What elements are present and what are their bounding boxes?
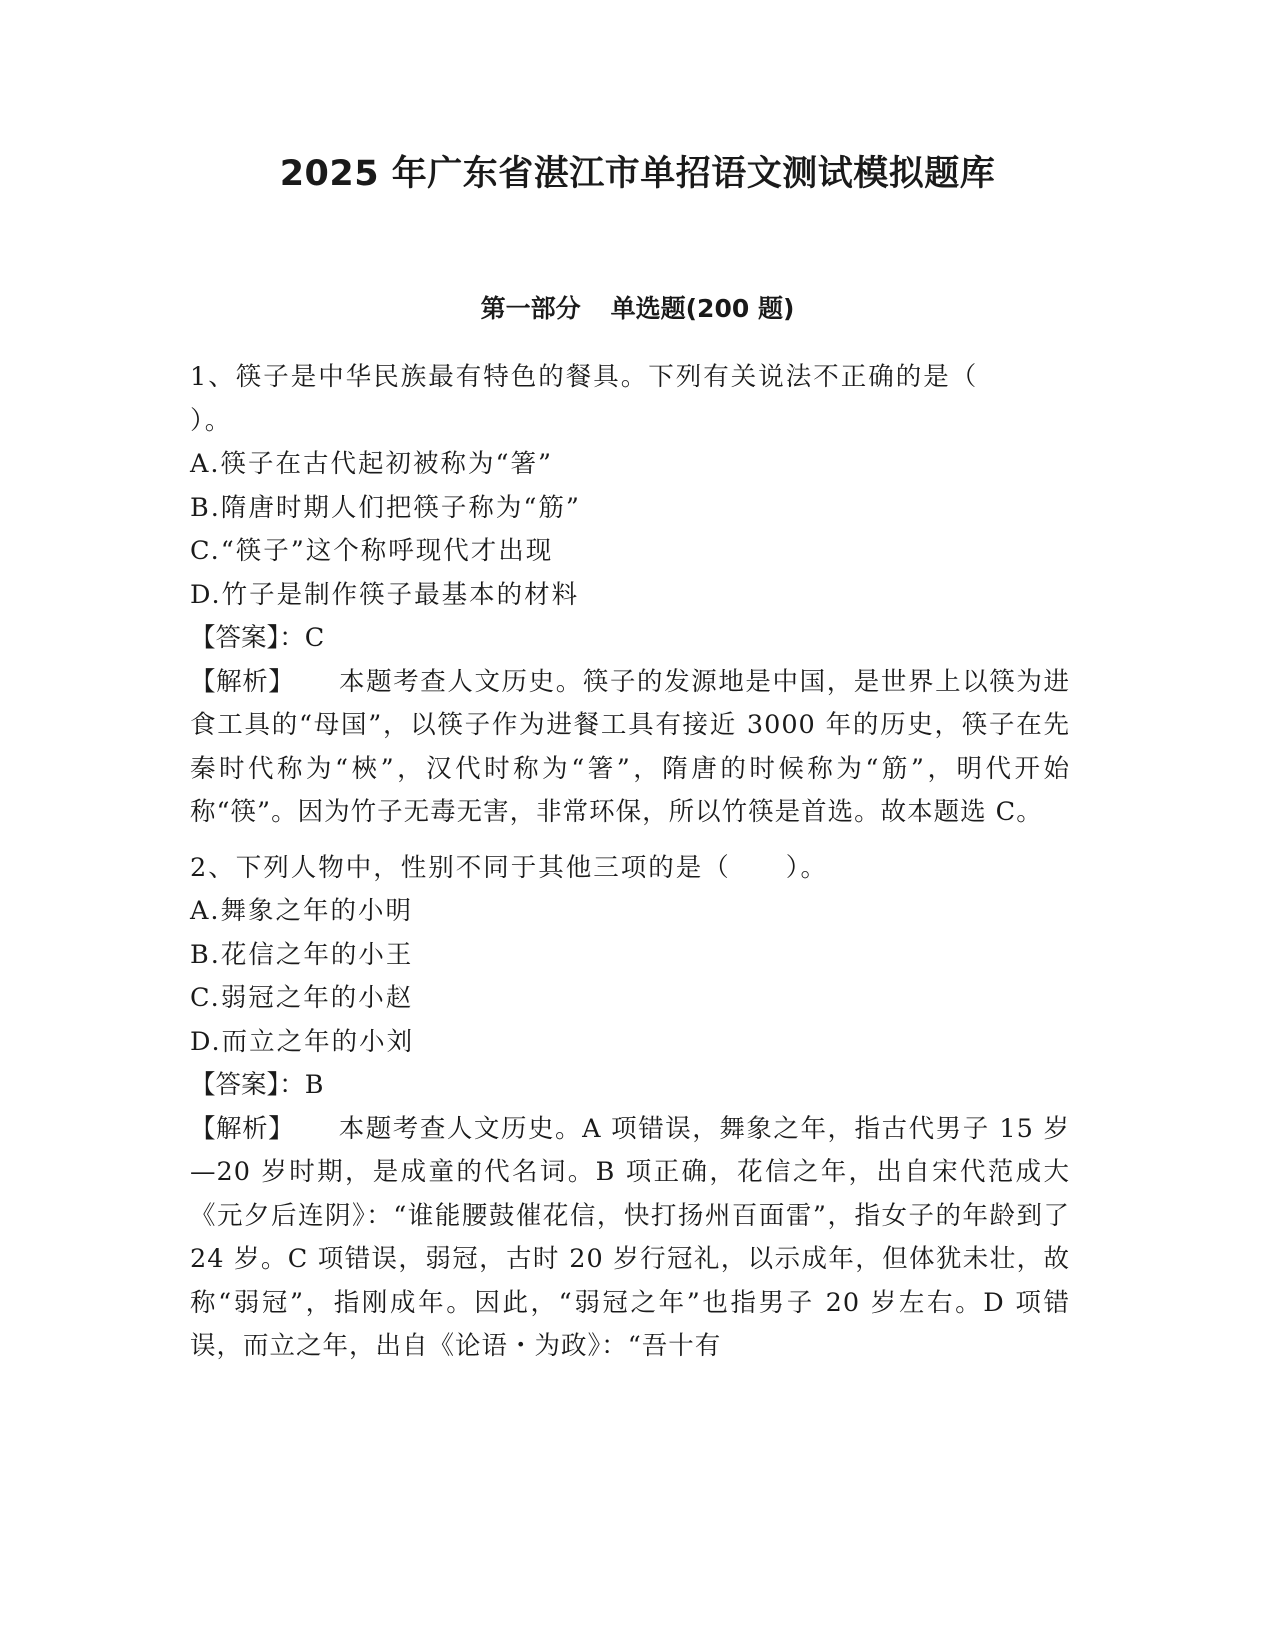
option-b: B.隋唐时期人们把筷子称为“筋” bbox=[190, 492, 581, 523]
analysis-text: 本题考查人文历史。筷子的发源地是中国，是世界上以筷为进食工具的“母国”，以筷子作为进餐工具有接近 3000 年的历史，筷子在先秦时代称为“梜”，汉代时称为“箸”，隋唐的时候称为“筋”，明代开始称“筷”。因为竹子无毒无害，非常环保，所以竹筷是首选。故本题选 C。 bbox=[190, 666, 1070, 827]
analysis-label: 【解析】 bbox=[190, 1113, 295, 1144]
answer-value: C bbox=[304, 623, 325, 653]
analysis-paragraph bbox=[190, 661, 1070, 835]
question-stem: 1、筷子是中华民族最有特色的餐具。下列有关说法不正确的是（ bbox=[190, 362, 979, 392]
option-c: C.“筷子”这个称呼现代才出现 bbox=[190, 536, 554, 566]
option-b: B.花信之年的小王 bbox=[190, 939, 414, 970]
option-a: A.筷子在古代起初被称为“箸” bbox=[190, 449, 554, 479]
question-stem-continued: ）。 bbox=[190, 405, 233, 436]
analysis-paragraph bbox=[190, 1108, 1070, 1369]
answer-label: 【答案】： bbox=[190, 623, 305, 653]
question-2 bbox=[190, 847, 1070, 1369]
question-list bbox=[190, 356, 1070, 1369]
question-1 bbox=[190, 356, 1070, 835]
answer-line bbox=[190, 617, 1070, 661]
answer-value: B bbox=[304, 1070, 324, 1100]
analysis-text: 本题考查人文历史。A 项错误，舞象之年，指古代男子 15 岁—20 岁时期，是成童的代名词。B 项正确，花信之年，出自宋代范成大《元夕后连阴》：“谁能腰鼓催花信，快打扬州百面雷”，指女子的年龄到了 24 岁。C 项错误，弱冠，古时 20 岁行冠礼，以示成年，但体犹未壮，故称“弱冠”，指刚成年。因此，“弱冠之年”也指男子 20 岁左右。D 项错误，而立之年，出自《论语・为政》：“吾十有 bbox=[190, 1113, 1070, 1361]
section-title bbox=[0, 292, 1275, 326]
answer-line bbox=[190, 1064, 1070, 1108]
option-c: C.弱冠之年的小赵 bbox=[190, 983, 414, 1013]
option-d: D.竹子是制作筷子最基本的材料 bbox=[190, 579, 580, 610]
section-part: 第一部分 bbox=[480, 294, 581, 323]
option-a: A.舞象之年的小明 bbox=[190, 896, 414, 926]
question-stem: 2、下列人物中，性别不同于其他三项的是（ ）。 bbox=[190, 852, 828, 883]
document-title: 2025 年广东省湛江市单招语文测试模拟题库 bbox=[279, 154, 996, 194]
option-d: D.而立之年的小刘 bbox=[190, 1026, 415, 1057]
analysis-label: 【解析】 bbox=[190, 666, 295, 697]
section-name: 单选题(200 题) bbox=[610, 294, 795, 323]
answer-label: 【答案】： bbox=[190, 1070, 305, 1100]
